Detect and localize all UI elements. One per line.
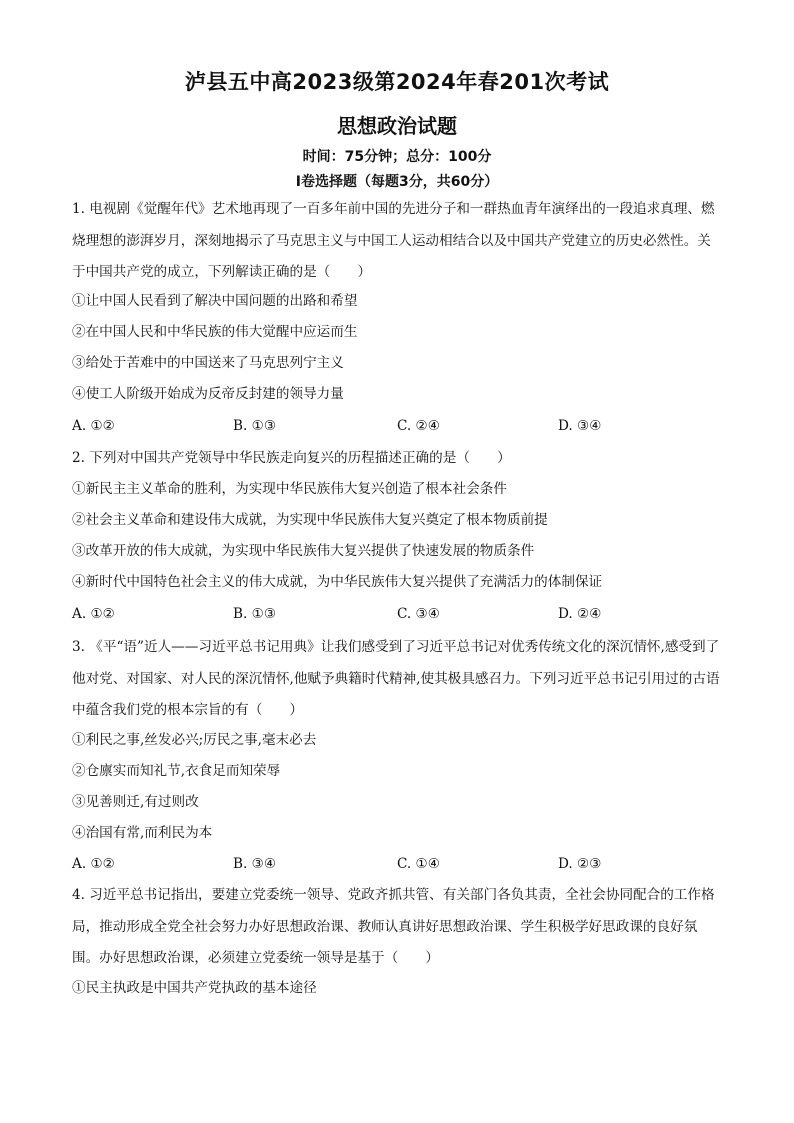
option-c[interactable]: C. ③④ [397,606,440,622]
question-3-item-1: ①利民之事,丝发必兴;厉民之事,毫末必去 [72,732,317,748]
question-2-item-2: ②社会主义革命和建设伟大成就，为实现中华民族伟大复兴奠定了根本物质前提 [72,512,548,528]
question-1-item-3: ③给处于苦难中的中国送来了马克思列宁主义 [72,355,344,371]
question-1-item-4: ④使工人阶级开始成为反帝反封建的领导力量 [72,386,344,402]
question-3-options [72,849,724,880]
question-2-stem: 2. 下列对中国共产党领导中华民族走向复兴的历程描述正确的是（ ） [72,450,511,466]
option-a[interactable]: A. ①② [72,606,115,622]
option-c[interactable]: C. ①④ [397,856,440,872]
question-2-options [72,599,724,630]
option-b[interactable]: B. ①③ [233,418,277,434]
option-a[interactable]: A. ①② [72,856,115,872]
question-3-stem: 3. 《平“语”近人——习近平总书记用典》让我们感受到了习近平总书记对优秀传统文化的深沉情怀,感受到了他对党、对国家、对人民的深沉情怀,他赋予典籍时代精神,使其极具感召力。下列习近平总书记引用过的古语中蕴含我们党的根本宗旨的有（ ） [72,639,720,718]
question-4-item-1: ①民主执政是中国共产党执政的基本途径 [72,980,317,996]
question-1-stem: 1. 电视剧《觉醒年代》艺术地再现了一百多年前中国的先进分子和一群热血青年演绎出的一段追求真理、燃烧理想的澎湃岁月，深刻地揭示了马克思主义与中国工人运动相结合以及中国共产党建立的历史必然性。关于中国共产党的成立，下列解读正确的是（ ） [72,201,715,280]
option-c[interactable]: C. ②④ [397,418,440,434]
exam-subject: 思想政治试题 [337,114,457,138]
question-1-item-1: ①让中国人民看到了解决中国问题的出路和希望 [72,293,358,309]
question-3-item-3: ③见善则迁,有过则改 [72,794,199,810]
question-3-item-2: ②仓廪实而知礼节,衣食足而知荣辱 [72,763,281,779]
question-4-stem: 4. 习近平总书记指出，要建立党委统一领导、党政齐抓共管、有关部门各负其责，全社会协同配合的工作格局，推动形成全党全社会努力办好思想政治课、教师认真讲好思想政治课、学生积极学好思政课的良好氛围。办好思想政治课，必须建立党委统一领导是基于（ ） [72,887,715,966]
question-2-item-3: ③改革开放的伟大成就，为实现中华民族伟大复兴提供了快速发展的物质条件 [72,543,535,559]
option-d[interactable]: D. ③④ [558,418,602,434]
question-2-item-4: ④新时代中国特色社会主义的伟大成就，为中华民族伟大复兴提供了充满活力的体制保证 [72,574,603,590]
question-2-item-1: ①新民主主义革命的胜利，为实现中华民族伟大复兴创造了根本社会条件 [72,481,507,497]
section-heading: I卷选择题（每题3分，共60分） [295,174,499,190]
question-3-item-4: ④治国有常,而利民为本 [72,825,213,841]
exam-title: 泸县五中高2023级第2024年春201次考试 [184,70,610,94]
option-d[interactable]: D. ②③ [558,856,602,872]
option-b[interactable]: B. ①③ [233,606,277,622]
exam-meta: 时间：75分钟；总分：100分 [302,149,492,165]
option-a[interactable]: A. ①② [72,418,115,434]
question-1-options [72,411,724,442]
option-b[interactable]: B. ③④ [233,856,277,872]
question-1-item-2: ②在中国人民和中华民族的伟大觉醒中应运而生 [72,324,358,340]
option-d[interactable]: D. ②④ [558,606,602,622]
